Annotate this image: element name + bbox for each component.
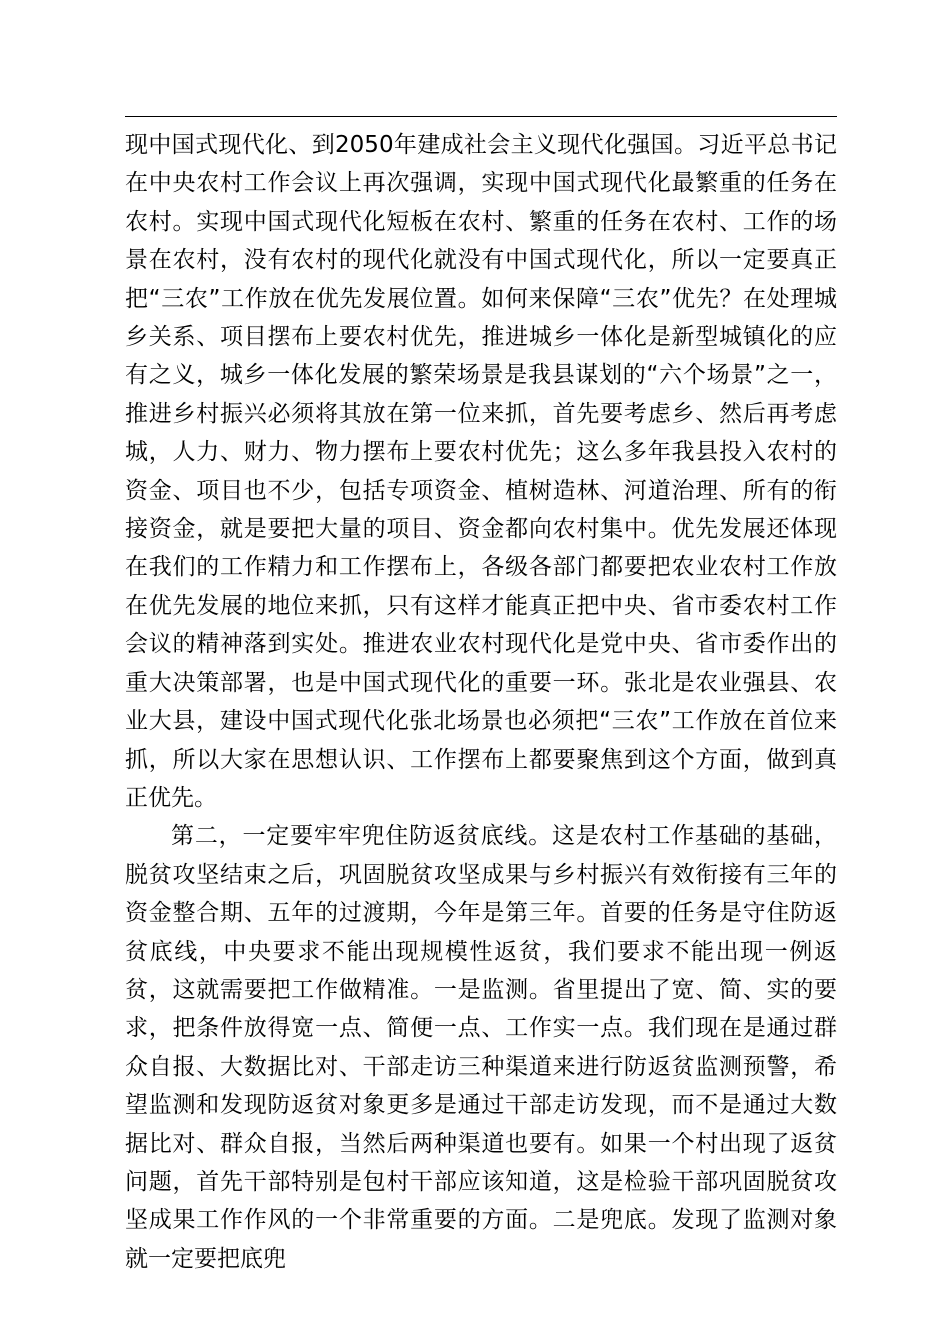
document-body (125, 126, 837, 1278)
paragraph-2: 第二，一定要牢牢兜住防返贫底线。这是农村工作基础的基础，脱贫攻坚结束之后，巩固脱贫攻坚成果与乡村振兴有效衔接有三年的资金整合期、五年的过渡期，今年是第三年。首要的任务是守住防返贫底线，中央要求不能出现规模性返贫，我们要求不能出现一例返贫，这就需要把工作做精准。一是监测。省里提出了宽、简、实的要求，把条件放得宽一点、简便一点、工作实一点。我们现在是通过群众自报、大数据比对、干部走访三种渠道来进行防返贫监测预警，希望监测和发现防返贫对象更多是通过干部走访发现，而不是通过大数据比对、群众自报，当然后两种渠道也要有。如果一个村出现了返贫问题，首先干部特别是包村干部应该知道，这是检验干部巩固脱贫攻坚成果工作作风的一个非常重要的方面。二是兜底。发现了监测对象就一定要把底兜 (125, 823, 837, 1272)
header-rule (125, 116, 837, 117)
paragraph-1: 现中国式现代化、到2050年建成社会主义现代化强国。习近平总书记在中央农村工作会议上再次强调，实现中国式现代化最繁重的任务在农村。实现中国式现代化短板在农村、繁重的任务在农村、工作的场景在农村，没有农村的现代化就没有中国式现代化，所以一定要真正把“三农”工作放在优先发展位置。如何来保障“三农”优先？在处理城乡关系、项目摆布上要农村优先，推进城乡一体化是新型城镇化的应有之义，城乡一体化发展的繁荣场景是我县谋划的“六个场景”之一，推进乡村振兴必须将其放在第一位来抓，首先要考虑乡、然后再考虑城，人力、财力、物力摆布上要农村优先；这么多年我县投入农村的资金、项目也不少，包括专项资金、植树造林、河道治理、所有的衔接资金，就是要把大量的项目、资金都向农村集中。优先发展还体现在我们的工作精力和工作摆布上，各级各部门都要把农业农村工作放在优先发展的地位来抓，只有这样才能真正把中央、省市委农村工作会议的精神落到实处。推进农业农村现代化是党中央、省市委作出的重大决策部署，也是中国式现代化的重要一环。张北是农业强县、农业大县，建设中国式现代化张北场景也必须把“三农”工作放在首位来抓，所以大家在思想认识、工作摆布上都要聚焦到这个方面，做到真正优先。 (125, 132, 837, 811)
